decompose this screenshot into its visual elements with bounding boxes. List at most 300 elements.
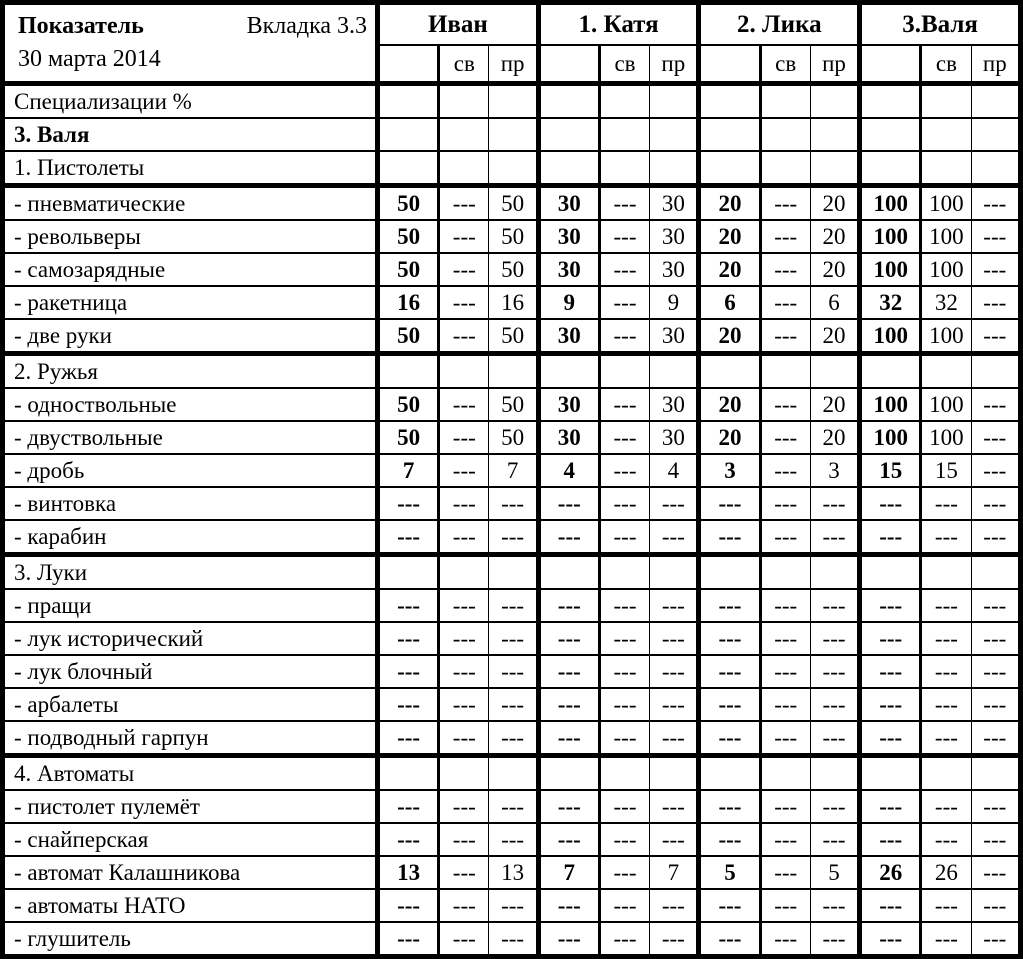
table-row — [3, 84, 1021, 119]
tab-label: Вкладка 3.3 — [246, 13, 368, 39]
value-cell — [971, 84, 1020, 119]
value-cell: --- — [538, 589, 599, 622]
value-cell: 6 — [810, 286, 859, 319]
row-label: 3. Валя — [3, 118, 378, 151]
value-cell — [699, 151, 760, 186]
value-cell: --- — [921, 790, 971, 823]
value-cell: --- — [378, 688, 439, 721]
value-cell: --- — [921, 688, 971, 721]
value-cell: 30 — [538, 220, 599, 253]
table-row — [3, 756, 1021, 791]
value-cell — [921, 151, 971, 186]
value-cell: --- — [489, 487, 538, 520]
value-cell: --- — [971, 889, 1020, 922]
value-cell: 16 — [489, 286, 538, 319]
value-cell: 100 — [860, 186, 921, 221]
value-cell — [538, 756, 599, 791]
value-cell: --- — [810, 688, 859, 721]
value-cell: --- — [439, 319, 489, 354]
value-cell: --- — [439, 823, 489, 856]
subcol-value — [860, 45, 921, 84]
value-cell — [650, 756, 699, 791]
value-cell — [860, 84, 921, 119]
value-cell — [860, 555, 921, 590]
value-cell: --- — [599, 922, 649, 957]
table-row — [3, 487, 1021, 520]
value-cell: --- — [699, 655, 760, 688]
value-cell: --- — [971, 823, 1020, 856]
row-label: - винтовка — [3, 487, 378, 520]
value-cell — [538, 354, 599, 389]
value-cell: --- — [378, 823, 439, 856]
person-header-4: 3.Валя — [860, 3, 1021, 46]
value-cell — [971, 756, 1020, 791]
subcol-value — [538, 45, 599, 84]
table-row — [3, 454, 1021, 487]
value-cell — [760, 555, 810, 590]
row-label: - лук блочный — [3, 655, 378, 688]
person-header-3: 2. Лика — [699, 3, 860, 46]
value-cell: --- — [378, 721, 439, 756]
row-label: Специализации % — [3, 84, 378, 119]
value-cell: --- — [810, 790, 859, 823]
value-cell: --- — [650, 790, 699, 823]
value-cell: --- — [538, 622, 599, 655]
value-cell: --- — [760, 454, 810, 487]
value-cell: --- — [810, 655, 859, 688]
value-cell: 100 — [921, 319, 971, 354]
value-cell: --- — [650, 823, 699, 856]
value-cell — [921, 354, 971, 389]
value-cell: --- — [860, 922, 921, 957]
value-cell: --- — [599, 520, 649, 555]
value-cell: 100 — [860, 220, 921, 253]
value-cell — [971, 555, 1020, 590]
value-cell: --- — [439, 186, 489, 221]
value-cell — [538, 118, 599, 151]
value-cell: --- — [439, 388, 489, 421]
subcol-value — [699, 45, 760, 84]
value-cell — [489, 555, 538, 590]
value-cell: --- — [810, 520, 859, 555]
value-cell: 20 — [699, 319, 760, 354]
value-cell: --- — [760, 856, 810, 889]
value-cell — [489, 151, 538, 186]
value-cell: --- — [599, 589, 649, 622]
value-cell: 50 — [489, 421, 538, 454]
table-row — [3, 220, 1021, 253]
value-cell: --- — [921, 922, 971, 957]
value-cell: 20 — [699, 186, 760, 221]
table-row — [3, 823, 1021, 856]
value-cell: --- — [599, 454, 649, 487]
value-cell — [650, 84, 699, 119]
value-cell: --- — [921, 889, 971, 922]
row-label: - пращи — [3, 589, 378, 622]
value-cell — [378, 84, 439, 119]
value-cell: --- — [599, 889, 649, 922]
value-cell: --- — [378, 589, 439, 622]
date-label: 30 марта 2014 — [18, 46, 161, 72]
value-cell — [538, 151, 599, 186]
value-cell: 15 — [860, 454, 921, 487]
value-cell: --- — [599, 688, 649, 721]
value-cell: --- — [538, 889, 599, 922]
value-cell: --- — [860, 589, 921, 622]
value-cell — [921, 555, 971, 590]
value-cell: 100 — [921, 220, 971, 253]
value-cell: --- — [760, 487, 810, 520]
value-cell — [599, 756, 649, 791]
subcol-sv: св — [921, 45, 971, 84]
value-cell — [810, 118, 859, 151]
table-row — [3, 721, 1021, 756]
value-cell: 100 — [921, 388, 971, 421]
value-cell: --- — [760, 220, 810, 253]
table-row — [3, 520, 1021, 555]
value-cell: --- — [971, 688, 1020, 721]
table-row — [3, 354, 1021, 389]
value-cell: 50 — [378, 319, 439, 354]
value-cell — [810, 354, 859, 389]
value-cell: --- — [810, 823, 859, 856]
value-cell: 100 — [921, 186, 971, 221]
value-cell: --- — [760, 688, 810, 721]
table-row — [3, 688, 1021, 721]
value-cell: --- — [439, 622, 489, 655]
value-cell: --- — [699, 622, 760, 655]
value-cell: --- — [378, 790, 439, 823]
value-cell: --- — [489, 721, 538, 756]
value-cell: --- — [971, 721, 1020, 756]
value-cell: --- — [760, 721, 810, 756]
value-cell: --- — [810, 589, 859, 622]
value-cell: --- — [971, 589, 1020, 622]
value-cell: --- — [699, 922, 760, 957]
value-cell: 20 — [810, 319, 859, 354]
value-cell: --- — [810, 622, 859, 655]
value-cell: --- — [760, 922, 810, 957]
table-row — [3, 889, 1021, 922]
value-cell — [599, 354, 649, 389]
value-cell: 50 — [489, 253, 538, 286]
value-cell: --- — [599, 388, 649, 421]
value-cell: --- — [489, 589, 538, 622]
value-cell: --- — [538, 922, 599, 957]
value-cell: 20 — [810, 388, 859, 421]
value-cell: --- — [378, 487, 439, 520]
value-cell: --- — [538, 487, 599, 520]
value-cell: --- — [971, 388, 1020, 421]
value-cell: --- — [439, 889, 489, 922]
value-cell — [650, 555, 699, 590]
value-cell: --- — [971, 186, 1020, 221]
value-cell — [439, 84, 489, 119]
value-cell — [699, 84, 760, 119]
row-label: - пистолет пулемёт — [3, 790, 378, 823]
value-cell: --- — [599, 856, 649, 889]
value-cell: --- — [760, 286, 810, 319]
value-cell — [599, 555, 649, 590]
value-cell: --- — [439, 790, 489, 823]
value-cell: --- — [599, 186, 649, 221]
value-cell: 50 — [378, 388, 439, 421]
value-cell: 50 — [378, 186, 439, 221]
value-cell: 30 — [650, 388, 699, 421]
value-cell: --- — [921, 655, 971, 688]
value-cell: 50 — [489, 319, 538, 354]
value-cell — [810, 555, 859, 590]
value-cell: 7 — [650, 856, 699, 889]
row-label: - пневматические — [3, 186, 378, 221]
value-cell: 20 — [810, 421, 859, 454]
row-label: - револьверы — [3, 220, 378, 253]
value-cell: --- — [378, 520, 439, 555]
value-cell: --- — [650, 721, 699, 756]
value-cell: --- — [760, 253, 810, 286]
value-cell: --- — [538, 790, 599, 823]
value-cell: --- — [650, 655, 699, 688]
value-cell: 16 — [378, 286, 439, 319]
value-cell — [489, 118, 538, 151]
value-cell: --- — [599, 421, 649, 454]
value-cell — [650, 118, 699, 151]
value-cell: --- — [439, 589, 489, 622]
value-cell: --- — [650, 520, 699, 555]
value-cell: --- — [378, 655, 439, 688]
value-cell: --- — [650, 889, 699, 922]
value-cell: --- — [760, 186, 810, 221]
row-label: - лук исторический — [3, 622, 378, 655]
value-cell: --- — [538, 823, 599, 856]
table-row — [3, 655, 1021, 688]
value-cell: --- — [860, 622, 921, 655]
value-cell — [538, 84, 599, 119]
value-cell: --- — [599, 487, 649, 520]
value-cell: 30 — [650, 319, 699, 354]
value-cell: --- — [439, 286, 489, 319]
value-cell: --- — [921, 520, 971, 555]
header-row-names — [3, 3, 1021, 46]
value-cell — [650, 151, 699, 186]
value-cell: 50 — [489, 220, 538, 253]
value-cell: 9 — [650, 286, 699, 319]
value-cell: --- — [971, 319, 1020, 354]
value-cell: 20 — [699, 253, 760, 286]
value-cell: --- — [971, 655, 1020, 688]
value-cell: --- — [439, 922, 489, 957]
subcol-sv: св — [439, 45, 489, 84]
value-cell: 100 — [921, 253, 971, 286]
value-cell — [860, 756, 921, 791]
value-cell: --- — [599, 319, 649, 354]
value-cell: 100 — [860, 253, 921, 286]
value-cell: --- — [599, 823, 649, 856]
value-cell: --- — [760, 520, 810, 555]
value-cell — [378, 354, 439, 389]
row-label: - самозарядные — [3, 253, 378, 286]
value-cell: 30 — [650, 421, 699, 454]
value-cell — [699, 555, 760, 590]
value-cell: --- — [489, 622, 538, 655]
value-cell — [921, 84, 971, 119]
value-cell: 7 — [489, 454, 538, 487]
value-cell: 20 — [699, 421, 760, 454]
value-cell: --- — [699, 589, 760, 622]
value-cell: --- — [439, 655, 489, 688]
value-cell: --- — [760, 421, 810, 454]
value-cell: 4 — [650, 454, 699, 487]
subcol-pr: пр — [489, 45, 538, 84]
value-cell: --- — [439, 721, 489, 756]
value-cell: --- — [378, 889, 439, 922]
value-cell: 32 — [860, 286, 921, 319]
row-label: - двуствольные — [3, 421, 378, 454]
value-cell: --- — [489, 655, 538, 688]
subcol-value — [378, 45, 439, 84]
row-label: - автомат Калашникова — [3, 856, 378, 889]
value-cell: 7 — [378, 454, 439, 487]
value-cell: --- — [860, 520, 921, 555]
value-cell: --- — [439, 487, 489, 520]
value-cell — [760, 118, 810, 151]
value-cell: --- — [971, 520, 1020, 555]
value-cell: 50 — [378, 220, 439, 253]
subcol-sv: св — [760, 45, 810, 84]
value-cell: 20 — [810, 253, 859, 286]
value-cell: 50 — [378, 421, 439, 454]
value-cell — [971, 118, 1020, 151]
value-cell: --- — [760, 622, 810, 655]
value-cell: --- — [699, 721, 760, 756]
table-row — [3, 286, 1021, 319]
value-cell: 26 — [860, 856, 921, 889]
value-cell — [378, 151, 439, 186]
table-row — [3, 856, 1021, 889]
value-cell: --- — [599, 286, 649, 319]
value-cell: --- — [489, 790, 538, 823]
value-cell — [599, 151, 649, 186]
value-cell — [439, 555, 489, 590]
row-label: - глушитель — [3, 922, 378, 957]
value-cell: --- — [538, 721, 599, 756]
value-cell: --- — [650, 622, 699, 655]
value-cell: --- — [650, 487, 699, 520]
value-cell: --- — [538, 520, 599, 555]
value-cell: --- — [921, 823, 971, 856]
value-cell: --- — [860, 487, 921, 520]
value-cell — [439, 354, 489, 389]
value-cell — [810, 756, 859, 791]
value-cell: 20 — [699, 220, 760, 253]
value-cell: 50 — [489, 186, 538, 221]
value-cell — [860, 151, 921, 186]
value-cell: --- — [650, 922, 699, 957]
value-cell: --- — [921, 589, 971, 622]
value-cell: --- — [378, 922, 439, 957]
value-cell: --- — [699, 520, 760, 555]
value-cell: --- — [971, 286, 1020, 319]
value-cell: --- — [971, 421, 1020, 454]
table-row — [3, 118, 1021, 151]
value-cell: --- — [439, 688, 489, 721]
table-row — [3, 922, 1021, 957]
row-label: - одноствольные — [3, 388, 378, 421]
person-header-2: 1. Катя — [538, 3, 699, 46]
value-cell — [921, 756, 971, 791]
value-cell — [699, 756, 760, 791]
value-cell: --- — [971, 922, 1020, 957]
table-row — [3, 319, 1021, 354]
value-cell: 30 — [538, 319, 599, 354]
table-row — [3, 790, 1021, 823]
value-cell: --- — [860, 823, 921, 856]
value-cell: --- — [810, 889, 859, 922]
value-cell: --- — [699, 790, 760, 823]
value-cell: --- — [971, 622, 1020, 655]
value-cell: 20 — [699, 388, 760, 421]
value-cell: 7 — [538, 856, 599, 889]
value-cell: --- — [971, 454, 1020, 487]
value-cell: --- — [439, 421, 489, 454]
value-cell: --- — [699, 688, 760, 721]
row-label: - арбалеты — [3, 688, 378, 721]
value-cell: --- — [439, 220, 489, 253]
row-label: - снайперская — [3, 823, 378, 856]
value-cell — [810, 151, 859, 186]
value-cell — [599, 84, 649, 119]
value-cell: 13 — [489, 856, 538, 889]
value-cell — [760, 84, 810, 119]
value-cell: --- — [921, 622, 971, 655]
value-cell: --- — [860, 655, 921, 688]
value-cell: 30 — [650, 186, 699, 221]
row-label: 3. Луки — [3, 555, 378, 590]
value-cell — [760, 756, 810, 791]
value-cell: 20 — [810, 220, 859, 253]
table-row — [3, 555, 1021, 590]
table-row — [3, 186, 1021, 221]
value-cell: --- — [921, 487, 971, 520]
value-cell: 20 — [810, 186, 859, 221]
value-cell — [538, 555, 599, 590]
value-cell: --- — [760, 655, 810, 688]
value-cell: --- — [760, 589, 810, 622]
value-cell — [439, 118, 489, 151]
table-body — [3, 84, 1021, 957]
value-cell: --- — [760, 319, 810, 354]
value-cell: 100 — [921, 421, 971, 454]
subcol-pr: пр — [971, 45, 1020, 84]
value-cell: --- — [439, 520, 489, 555]
value-cell — [439, 151, 489, 186]
value-cell: 100 — [860, 421, 921, 454]
value-cell: --- — [599, 220, 649, 253]
value-cell: --- — [810, 721, 859, 756]
value-cell: --- — [538, 688, 599, 721]
value-cell: 30 — [538, 388, 599, 421]
table-row — [3, 151, 1021, 186]
value-cell: --- — [760, 889, 810, 922]
value-cell: --- — [971, 487, 1020, 520]
value-cell: --- — [860, 790, 921, 823]
row-label: - карабин — [3, 520, 378, 555]
value-cell: --- — [860, 721, 921, 756]
subcol-sv: св — [599, 45, 649, 84]
value-cell: 13 — [378, 856, 439, 889]
value-cell: --- — [650, 688, 699, 721]
value-cell: --- — [489, 889, 538, 922]
